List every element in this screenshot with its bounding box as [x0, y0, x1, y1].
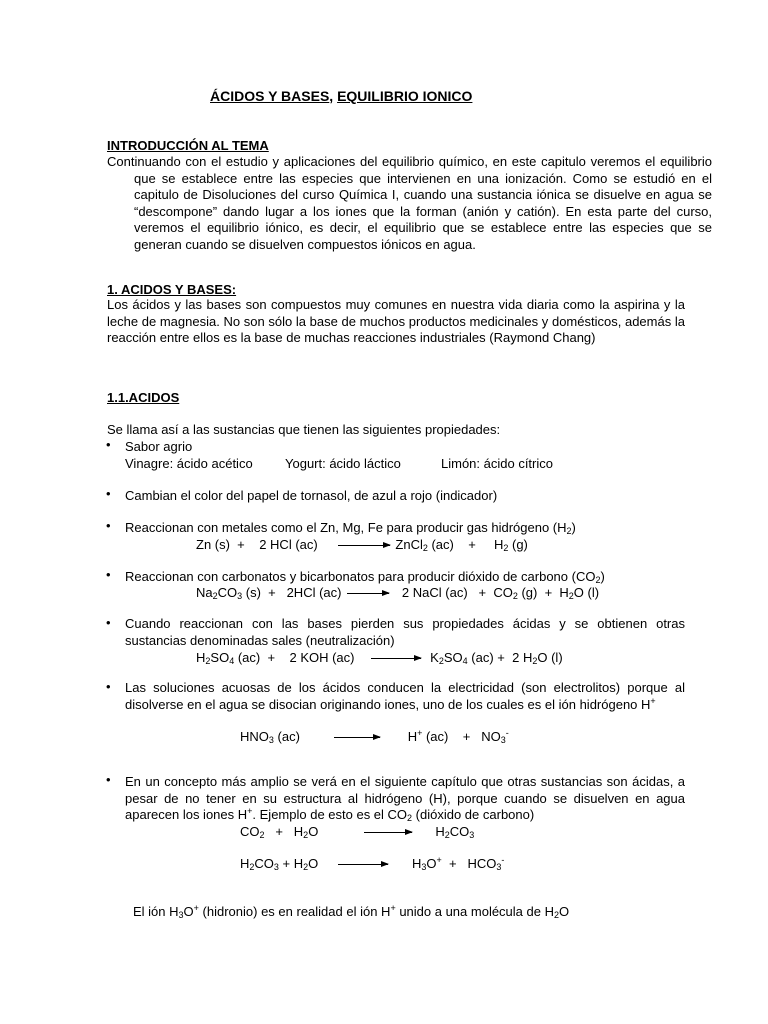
title-separator: , — [329, 88, 338, 104]
equation-h2so4-koh: $H_2SO_4$ (ac) + 2 KOH (ac) $K_2SO_4$ (ac) + 2 $H_2O$ (l) — [196, 650, 563, 666]
equation-h2co3-h2o: $H_2CO_3 + H_2O$ $H_3O^+ + HCO_3^-$ — [240, 855, 505, 872]
equation-na2co3-hcl: $Na_2CO_3$ (s) + 2HCl (ac) 2 NaCl $(ac) + CO_2$ $(g) + H_2O$ (l) — [196, 585, 600, 601]
intro-paragraph: Continuando con el estudio y aplicaciones del equilibrio químico, en este capitulo veremos el equilibrio que se establece entre las especies que intervienen en una ionización. Como se estudió en el capitulo de Disoluciones del curso Química I, cuando una sustancia iónica se disuelve en agua se “descompone” dando lugar a los iones que la forman (anión y catión). En esta parte del curso, veremos el equilibrio iónico, es decir, el equilibrio que se establece entre las especies que se generan cuando se disuelven compuestos iónicos en agua. — [107, 154, 712, 252]
bullet1-example-limon: Limón: ácido cítrico — [441, 456, 553, 471]
bullet-icon: • — [106, 486, 111, 501]
reaction-arrow-icon — [338, 864, 388, 865]
page-title — [210, 88, 472, 105]
reaction-arrow-icon — [334, 737, 380, 738]
bullet1-text: Sabor agrio — [125, 439, 193, 454]
section11-heading: 1.1.ACIDOS — [107, 390, 180, 405]
bullet6-text: Las soluciones acuosas de los ácidos conducen la electricidad (son electrolitos) porque al disolverse en el agua se disocian originando iones, uno de los cuales es el ión hidrógeno H+ — [125, 680, 685, 712]
hydronium-note: El ión $H_3O^+$ (hidronio) es en realidad el ión H+ unido a una molécula de $H_2O$ — [133, 903, 570, 920]
bullet1-example-yogurt: Yogurt: ácido láctico — [285, 456, 401, 471]
bullet-icon: • — [106, 615, 111, 630]
bullet-icon: • — [106, 518, 111, 533]
title-part2: EQUILIBRIO IONICO — [337, 88, 473, 104]
bullet2-text: Cambian el color del papel de tornasol, de azul a rojo (indicador) — [125, 488, 498, 503]
equation-zn-hcl: Zn (s) + 2 HCl (ac) ZnCl$_2$ (ac) + $H_2$ (g) — [196, 537, 528, 553]
equation-hno3: $HNO_3$ (ac) H+ (ac) + $NO_3^-$ — [240, 728, 509, 745]
bullet7-text: En un concepto más amplio se verá en el siguiente capítulo que otras sustancias son ácidas, a pesar de no tener en su estructura al hidrógeno (H), porque cuando se disuelven en agua aparecen los iones H+. Ejemplo de esto es el $CO_2$ (dióxido de carbono) — [125, 774, 685, 823]
equation-co2-h2o: $CO_2 + H_2O$ $H_2CO_3$ — [240, 824, 475, 840]
bullet4-text: Reaccionan con carbonatos y bicarbonatos para producir dióxido de carbono $(CO_2)$ — [125, 569, 605, 585]
section11-intro: Se llama así a las sustancias que tienen las siguientes propiedades: — [107, 422, 501, 437]
reaction-arrow-icon — [347, 593, 389, 594]
reaction-arrow-icon — [364, 832, 412, 833]
section1-paragraph: Los ácidos y las bases son compuestos muy comunes en nuestra vida diaria como la aspirina y la leche de magnesia. No son sólo la base de muchos productos medicinales y domésticos, además la reacción entre ellos es la base de muchas reacciones industriales (Raymond Chang) — [107, 297, 685, 345]
bullet-icon: • — [106, 437, 111, 452]
bullet5-text: Cuando reaccionan con las bases pierden sus propiedades ácidas y se obtienen otras sustancias denominadas sales (neutralización) — [125, 616, 685, 648]
bullet-icon: • — [106, 567, 111, 582]
title-part1: ÁCIDOS Y BASES — [210, 88, 330, 104]
bullet3-text: Reaccionan con metales como el Zn, Mg, Fe para producir gas hidrógeno $(H_2)$ — [125, 520, 576, 536]
bullet-icon: • — [106, 772, 111, 787]
reaction-arrow-icon — [371, 658, 421, 659]
intro-heading: INTRODUCCIÓN AL TEMA — [107, 138, 269, 153]
bullet-icon: • — [106, 679, 111, 694]
reaction-arrow-icon — [338, 545, 390, 546]
bullet1-example-vinagre: Vinagre: ácido acético — [125, 456, 253, 471]
section1-heading: 1. ACIDOS Y BASES: — [107, 282, 237, 297]
